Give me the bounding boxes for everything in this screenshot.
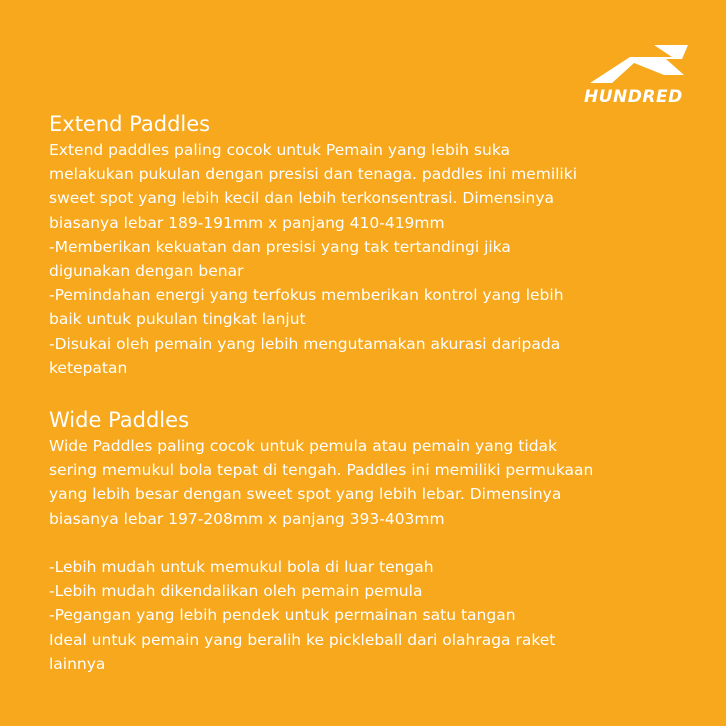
body-line: yang lebih besar dengan sweet spot yang lebih lebar. Dimensinya [49,485,562,504]
wide-paddles-section [49,406,689,676]
brand-mark-icon [584,45,688,85]
body-line: sweet spot yang lebih kecil dan lebih terkonsentrasi. Dimensinya [49,189,554,208]
body-line: biasanya lebar 197-208mm x panjang 393-403mm [49,509,445,528]
body-line: baik untuk pukulan tingkat lanjut [49,310,306,329]
body-line: ketepatan [49,358,128,377]
body-line: Wide Paddles paling cocok untuk pemula atau pemain yang tidak [49,437,558,456]
body-line: -Disukai oleh pemain yang lebih mengutamakan akurasi daripada [49,334,561,353]
brand-logo [584,45,688,107]
body-line: -Lebih mudah untuk memukul bola di luar tengah [49,558,434,577]
paragraph-spacer [49,531,689,555]
body-line: digunakan dengan benar [49,262,244,281]
body-line: lainnya [49,654,106,673]
body-line: melakukan pukulan dengan presisi dan tenaga. paddles ini memiliki [49,165,578,184]
section-gap [49,380,689,406]
main-content [49,110,689,676]
brand-logo-text: HUNDRED [584,87,683,107]
body-line: -Pegangan yang lebih pendek untuk permainan satu tangan [49,606,516,625]
body-line: biasanya lebar 189-191mm x panjang 410-419mm [49,213,445,232]
body-line: Extend paddles paling cocok untuk Pemain yang lebih suka [49,141,511,159]
body-line: -Pemindahan energi yang terfokus memberikan kontrol yang lebih [49,286,564,305]
body-line: Ideal untuk pemain yang beralih ke pickleball dari olahraga raket [49,630,556,649]
body-line: -Lebih mudah dikendalikan oleh pemain pemula [49,582,423,601]
section-title-extend-paddles: Extend Paddles [49,112,211,136]
extend-paddles-section [49,110,689,380]
body-line: -Memberikan kekuatan dan presisi yang tak tertandingi jika [49,237,511,256]
section-title-wide-paddles: Wide Paddles [49,408,190,433]
body-line: sering memukul bola tepat di tengah. Paddles ini memiliki permukaan [49,461,594,480]
